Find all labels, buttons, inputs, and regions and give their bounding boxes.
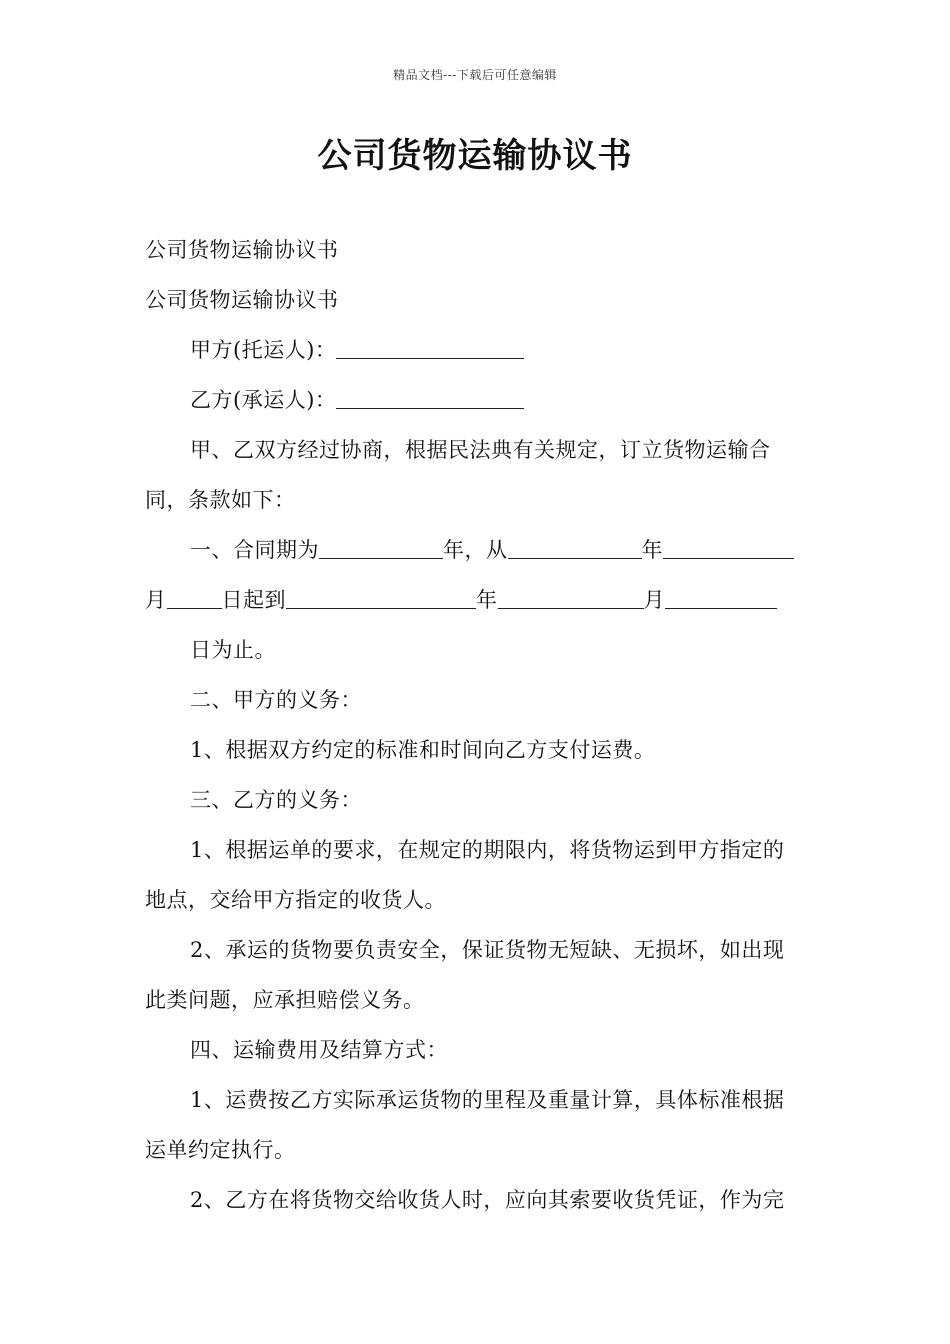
paragraph-line: 日为止。 [190, 638, 276, 662]
contract-term-line [145, 575, 810, 625]
section-heading: 四、运输费用及结算方式： [190, 1038, 448, 1062]
party-a-label: 甲方(托运人)： [190, 338, 337, 362]
party-a-blank [336, 357, 524, 359]
document-title: 公司货物运输协议书 [317, 136, 633, 176]
term-blank [319, 557, 443, 559]
document-body [145, 225, 810, 1225]
section-heading: 三、乙方的义务： [190, 788, 362, 812]
term-blank [498, 607, 644, 609]
paragraph-line: 甲、乙双方经过协商，根据民法典有关规定，订立货物运输合 [190, 438, 771, 462]
party-b-blank [336, 407, 524, 409]
paragraph-line: 1、运费按乙方实际承运货物的里程及重量计算，具体标准根据 [190, 1088, 785, 1112]
term-text: 月 [145, 588, 167, 612]
paragraph-line: 公司货物运输协议书 [145, 288, 339, 312]
paragraph-line: 2、承运的货物要负责安全，保证货物无短缺、无损坏，如出现 [190, 938, 785, 962]
term-blank [508, 557, 642, 559]
term-text: 年，从 [443, 538, 508, 562]
term-blank [663, 557, 794, 559]
term-text: 年 [476, 588, 498, 612]
term-text: 日起到 [221, 588, 286, 612]
paragraph-line: 1、根据运单的要求，在规定的期限内，将货物运到甲方指定的 [190, 838, 785, 862]
section-heading: 二、甲方的义务： [190, 688, 362, 712]
contract-term-line [145, 525, 810, 575]
paragraph-line: 2、乙方在将货物交给收货人时，应向其索要收货凭证，作为完 [190, 1188, 785, 1212]
party-b-label: 乙方(承运人)： [190, 388, 337, 412]
party-a-line [145, 325, 810, 375]
party-b-line [145, 375, 810, 425]
term-blank [167, 607, 222, 609]
term-text: 月 [643, 588, 665, 612]
term-blank [286, 607, 476, 609]
paragraph-line: 1、根据双方约定的标准和时间向乙方支付运费。 [190, 738, 656, 762]
paragraph-line: 同，条款如下： [145, 488, 296, 512]
term-text: 一、合同期为 [190, 538, 319, 562]
term-blank [665, 607, 777, 609]
paragraph-line: 地点，交给甲方指定的收货人。 [145, 888, 446, 912]
header-note: 精品文档---下载后可任意编辑 [393, 68, 557, 82]
term-text: 年 [641, 538, 663, 562]
paragraph-line: 运单约定执行。 [145, 1138, 296, 1162]
paragraph-line: 此类问题，应承担赔偿义务。 [145, 988, 425, 1012]
paragraph-line: 公司货物运输协议书 [145, 238, 339, 262]
